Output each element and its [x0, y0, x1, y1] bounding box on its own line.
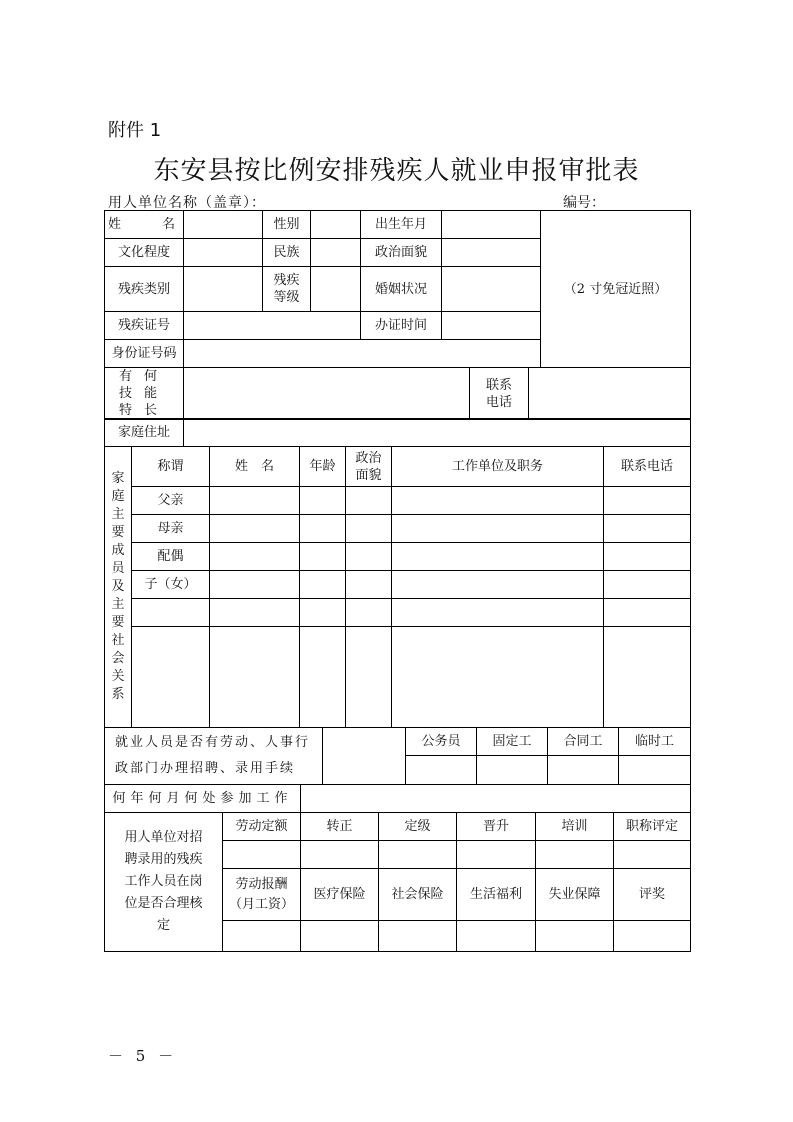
social-insurance-label: 社会保险: [379, 869, 457, 921]
family-cell[interactable]: [210, 599, 300, 627]
id-number-label: 身份证号码: [105, 340, 184, 368]
assessment-label: 用人单位对招聘录用的残疾工作人员在岗位是否合理核定: [105, 813, 223, 952]
family-cell[interactable]: [346, 487, 392, 515]
disability-cert-label: 残疾证号: [105, 312, 184, 340]
contact-phone-cell[interactable]: [529, 368, 691, 420]
regularization-label: 转正: [301, 813, 379, 841]
family-cell[interactable]: [300, 515, 346, 543]
name-label: 姓 名: [105, 211, 184, 239]
gender-cell[interactable]: [311, 211, 361, 239]
family-header-phone: 联系电话: [604, 447, 691, 487]
assessment-cell[interactable]: [223, 921, 301, 952]
contact-phone-label: 联系电话: [470, 368, 529, 420]
labor-pay-label: 劳动报酬（月工资）: [223, 869, 301, 921]
work-start-table: [104, 784, 691, 813]
assessment-table: [104, 812, 691, 952]
family-cell[interactable]: [604, 627, 691, 728]
family-cell[interactable]: [604, 487, 691, 515]
medical-insurance-label: 医疗保险: [301, 869, 379, 921]
relation-children: 子（女）: [132, 571, 210, 599]
disability-type-cell[interactable]: [184, 267, 263, 312]
title-evaluation-label: 职称评定: [614, 813, 691, 841]
type-cell[interactable]: [477, 756, 548, 785]
family-cell[interactable]: [300, 543, 346, 571]
family-cell[interactable]: [346, 515, 392, 543]
family-header-name: 姓 名: [210, 447, 300, 487]
page-number: － 5 －: [108, 1047, 178, 1065]
family-cell[interactable]: [392, 599, 604, 627]
ethnicity-label: 民族: [263, 239, 311, 267]
skills-label: 有何技能特长: [105, 368, 184, 420]
family-cell[interactable]: [210, 487, 300, 515]
assessment-cell[interactable]: [379, 841, 457, 869]
relation-mother: 母亲: [132, 515, 210, 543]
disability-level-cell[interactable]: [311, 267, 361, 312]
gender-label: 性别: [263, 211, 311, 239]
family-cell[interactable]: [392, 627, 604, 728]
assessment-cell[interactable]: [457, 841, 536, 869]
family-cell[interactable]: [210, 543, 300, 571]
marital-status-cell[interactable]: [442, 267, 541, 312]
procedure-label: 就业人员是否有劳动、人事行政部门办理招聘、录用手续: [105, 728, 323, 785]
family-header-relation: 称谓: [132, 447, 210, 487]
family-cell[interactable]: [210, 627, 300, 728]
family-cell[interactable]: [392, 515, 604, 543]
type-cell[interactable]: [548, 756, 619, 785]
family-cell[interactable]: [300, 487, 346, 515]
education-cell[interactable]: [184, 239, 263, 267]
family-cell[interactable]: [604, 599, 691, 627]
welfare-label: 生活福利: [457, 869, 536, 921]
promotion-label: 晋升: [457, 813, 536, 841]
family-cell[interactable]: [346, 543, 392, 571]
type-cell[interactable]: [406, 756, 477, 785]
skills-cell[interactable]: [184, 368, 470, 420]
procedure-answer-cell[interactable]: [323, 728, 406, 785]
family-cell[interactable]: [604, 571, 691, 599]
family-cell[interactable]: [210, 515, 300, 543]
type-temporary: 临时工: [619, 728, 691, 756]
family-side-label: 家庭主要成员及主要社会关系: [105, 447, 132, 728]
birth-cell[interactable]: [442, 211, 541, 239]
relation-cell[interactable]: [132, 599, 210, 627]
disability-cert-cell[interactable]: [184, 312, 361, 340]
name-cell[interactable]: [184, 211, 263, 239]
assessment-cell[interactable]: [457, 921, 536, 952]
unemployment-label: 失业保障: [536, 869, 614, 921]
political-status-cell[interactable]: [442, 239, 541, 267]
assessment-cell[interactable]: [536, 921, 614, 952]
family-header-workplace: 工作单位及职务: [392, 447, 604, 487]
grading-label: 定级: [379, 813, 457, 841]
family-cell[interactable]: [392, 487, 604, 515]
disability-type-label: 残疾类别: [105, 267, 184, 312]
type-cell[interactable]: [619, 756, 691, 785]
work-start-label: 何年何月何处参加工作: [105, 785, 301, 813]
assessment-cell[interactable]: [614, 841, 691, 869]
assessment-cell[interactable]: [301, 921, 379, 952]
disability-level-label: 残疾等级: [263, 267, 311, 312]
id-number-cell[interactable]: [184, 340, 541, 368]
address-cell[interactable]: [184, 419, 691, 447]
family-cell[interactable]: [346, 627, 392, 728]
family-cell[interactable]: [300, 571, 346, 599]
relation-spouse: 配偶: [132, 543, 210, 571]
form-title: 东安县按比例安排残疾人就业申报审批表: [153, 156, 640, 186]
birth-label: 出生年月: [361, 211, 442, 239]
cert-time-cell[interactable]: [442, 312, 541, 340]
award-label: 评奖: [614, 869, 691, 921]
labor-quota-label: 劳动定额: [223, 813, 301, 841]
family-cell[interactable]: [300, 599, 346, 627]
ethnicity-cell[interactable]: [311, 239, 361, 267]
assessment-cell[interactable]: [223, 841, 301, 869]
family-header-age: 年龄: [300, 447, 346, 487]
family-header-political: 政治面貌: [346, 447, 392, 487]
assessment-cell[interactable]: [301, 841, 379, 869]
employer-name-label: 用人单位名称（盖章）：: [108, 195, 266, 211]
family-cell[interactable]: [300, 627, 346, 728]
assessment-cell[interactable]: [614, 921, 691, 952]
marital-status-label: 婚姻状况: [361, 267, 442, 312]
address-table: [104, 418, 691, 447]
family-cell[interactable]: [604, 515, 691, 543]
assessment-cell[interactable]: [536, 841, 614, 869]
family-cell[interactable]: [392, 571, 604, 599]
address-label: 家庭住址: [105, 419, 184, 447]
family-table: [104, 446, 691, 728]
family-cell[interactable]: [346, 599, 392, 627]
family-cell[interactable]: [346, 571, 392, 599]
training-label: 培训: [536, 813, 614, 841]
serial-number-label: 编号：: [563, 195, 605, 211]
relation-father: 父亲: [132, 487, 210, 515]
attachment-label: 附件 1: [108, 120, 162, 141]
relation-cell[interactable]: [132, 627, 210, 728]
type-permanent: 固定工: [477, 728, 548, 756]
education-label: 文化程度: [105, 239, 184, 267]
procedure-table: [104, 727, 691, 785]
basic-info-table: [104, 210, 691, 368]
family-cell[interactable]: [210, 571, 300, 599]
family-cell[interactable]: [392, 543, 604, 571]
cert-time-label: 办证时间: [361, 312, 442, 340]
assessment-cell[interactable]: [379, 921, 457, 952]
political-status-label: 政治面貌: [361, 239, 442, 267]
photo-placeholder[interactable]: （2 寸免冠近照）: [541, 211, 691, 368]
type-contract: 合同工: [548, 728, 619, 756]
skills-table: [104, 367, 691, 420]
type-civil-servant: 公务员: [406, 728, 477, 756]
work-start-cell[interactable]: [301, 785, 691, 813]
family-cell[interactable]: [604, 543, 691, 571]
